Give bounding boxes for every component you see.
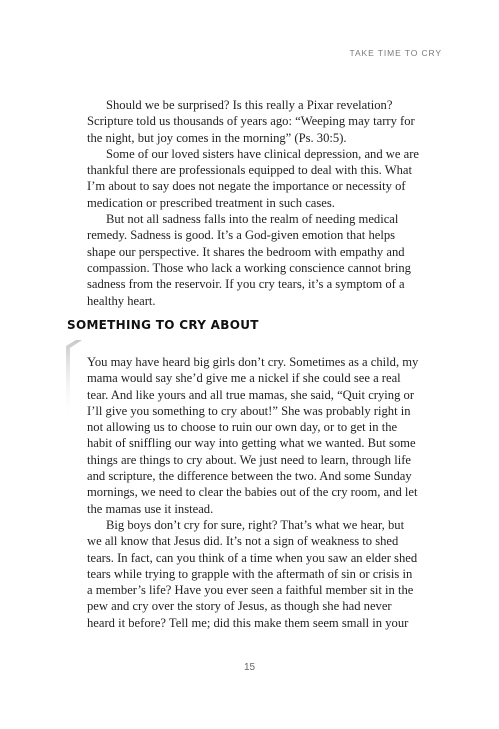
body-paragraph: But not all sadness falls into the realm of needing medical remedy. Sadness is good. It’s a God-given emotion that helps shape our perspective. It shares the bedroom with empathy and compassion. Those who lack a working conscience cannot bring sadness from the reservoir. If you cry tears, it’s a symptom of a healthy heart. — [87, 212, 411, 308]
body-paragraph: Big boys don’t cry for sure, right? That’s what we hear, but we all know that Jesus did. It’s not a sign of weakness to shed tears. In fact, can you think of a time when you saw an elder shed tears while trying to grapple with the aftermath of sin or crisis in a member’s life? Have you ever seen a faithful member sit in the pew and cry over the story of Jesus, as though she had never heard it before? Tell me; did this make them seem small in your — [87, 517, 418, 630]
page-number: 15 — [243, 662, 256, 673]
body-paragraph: You may have heard big girls don’t cry. Sometimes as a child, my mama would say she’d give me a nickel if she could see a real tear. And like yours and all true mamas, she said, “Quit crying or I’ll give you something to cry about!” She was probably right in not allowing us to choose to ruin our own day, or to get in the habit of sniffling our way into getting what we wanted. But some things are things to cry about. We just need to learn, through life and scripture, the difference between the two. And some Sunday mornings, we need to clear the babies out of the cry room, and let the mamas use it instead. — [87, 355, 419, 516]
section-shadow-bracket — [66, 340, 82, 420]
body-paragraph: Should we be surprised? Is this really a Pixar revelation? Scripture told us thousands of years ago: “Weeping may tarry for the night, but joy comes in the morning” (Ps. 30:5). — [87, 98, 415, 145]
body-text-top — [87, 97, 419, 309]
running-header: TAKE TIME TO CRY — [349, 48, 442, 58]
section-heading: SOMETHING TO CRY ABOUT — [67, 318, 259, 332]
body-paragraph: Some of our loved sisters have clinical depression, and we are thankful there are professionals equipped to deal with this. What I’m about to say does not negate the importance or necessity of medication or prescribed treatment in such cases. — [87, 146, 419, 210]
body-text-section — [87, 354, 419, 631]
